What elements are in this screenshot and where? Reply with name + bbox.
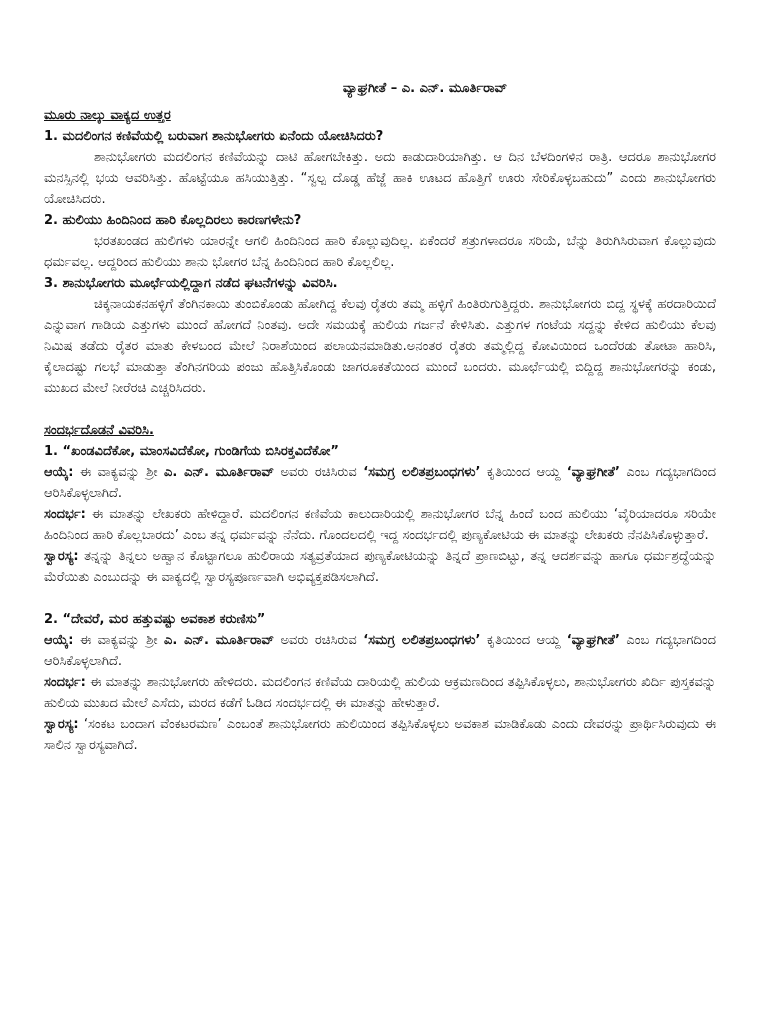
context-section-heading: ಸಂದರ್ಭದೊಡನೆ ವಿವರಿಸಿ. — [44, 423, 154, 438]
swarasya-label: ಸ್ವಾರಸ್ಯ: — [44, 549, 79, 564]
ayke-author: ಎ. ಎನ್. ಮೂರ್ತಿರಾವ್ — [164, 465, 275, 480]
answer-2: ಭರತಖಂಡದ ಹುಲಿಗಳು ಯಾರನ್ನೇ ಆಗಲಿ ಹಿಂದಿನಿಂದ ಹಾರಿ ಕೊಲ್ಲುವುದಿಲ್ಲ. ಏಕೆಂದರೆ ಶತ್ರುಗಳಾದರೂ ಸರಿಯೆ, ಬೆನ್ನು ತಿರುಗಿಸಿರುವಾಗ ಕೊಲ್ಲುವುದು ಧರ್ಮವಲ್ಲ. ಆದ್ದರಿಂದ ಹುಲಿಯು ಶಾನು ಭೋಗರ ಬೆನ್ನ ಹಿಂದಿನಿಂದ ಹಾರಿ ಕೊಲ್ಲಲಿಲ್ಲ. — [44, 234, 716, 270]
context-quote-2: 2. “ದೇವರೆ, ಮರ ಹತ್ತುವಷ್ಟು ಅವಕಾಶ ಕರುಣಿಸು” — [44, 612, 266, 627]
question-1: 1. ಮದಲಿಂಗನ ಕಣಿವೆಯಲ್ಲಿ ಬರುವಾಗ ಶಾನುಭೋಗರು ಏನೆಂದು ಯೋಚಿಸಿದರು? — [44, 129, 384, 144]
swarasya-label: ಸ್ವಾರಸ್ಯ: — [44, 717, 79, 732]
question-3: 3. ಶಾನುಭೋಗರು ಮೂರ್ಛೆಯಲ್ಲಿದ್ದಾಗ ನಡೆದ ಘಟನೆಗಳನ್ನು ವಿವರಿಸಿ. — [44, 276, 338, 291]
short-answer-heading: ಮೂರು ನಾಲ್ಕು ವಾಕ್ಯದ ಉತ್ತರ — [44, 108, 171, 123]
ayke-post: ಎಂಬ ಗದ್ಯಭಾಗದಿಂದ ಆರಿಸಿಕೊಳ್ಳಲಾಗಿದೆ. — [44, 633, 716, 669]
document-content — [44, 78, 716, 756]
answer-3: ಚಿಕ್ಕನಾಯಕನಹಳ್ಳಿಗೆ ತೆಂಗಿನಕಾಯಿ ತುಂಬಿಕೊಂಡು ಹೋಗಿದ್ದ ಕೆಲವು ರೈತರು ತಮ್ಮ ಹಳ್ಳಿಗೆ ಹಿಂತಿರುಗುತ್ತಿದ್ದರು. ಶಾನುಭೋಗರು ಬಿದ್ದ ಸ್ಥಳಕ್ಕೆ ಹರದಾರಿಯಿದೆ ಎನ್ನುವಾಗ ಗಾಡಿಯ ಎತ್ತುಗಳು ಮುಂದೆ ಹೋಗದೆ ನಿಂತವು. ಅದೇ ಸಮಯಕ್ಕೆ ಹುಲಿಯ ಗರ್ಜನೆ ಕೇಳಿಸಿತು. ಎತ್ತುಗಳ ಗಂಟೆಯ ಸದ್ದನ್ನು ಕೇಳಿದ ಹುಲಿಯು ಕೆಲವು ನಿಮಿಷ ತಡೆದು ರೈತರ ಮಾತು ಕೇಳಬಂದ ಮೇಲೆ ನಿರಾಶೆಯಿಂದ ಪಲಾಯನಮಾಡಿತು.ಅನಂತರ ರೈತರು ತಮ್ಮಲ್ಲಿದ್ದ ಕೋವಿಯಿಂದ ಒಂದೆರಡು ತೋಟಾ ಹಾರಿಸಿ, ಕೈಲಾದಷ್ಟು ಗಲಭೆ ಮಾಡುತ್ತಾ ತೆಂಗಿನಗರಿಯ ಪಂಜು ಹೊತ್ತಿಸಿಕೊಂಡು ಜಾಗರೂಕತೆಯಿಂದ ಮುಂದೆ ಬಂದರು. ಮೂರ್ಛೆಯಲ್ಲಿ ಬಿದ್ದಿದ್ದ ಶಾನುಭೋಗರನ್ನು ಕಂಡು, ಮುಖದ ಮೇಲೆ ನೀರೆರಚಿ ಎಚ್ಚರಿಸಿದರು. — [44, 297, 716, 396]
page-title: ವ್ಯಾಘ್ರಗೀತೆ – ಎ. ಎನ್. ಮೂರ್ತಿರಾವ್ — [342, 81, 508, 96]
ayke-author: ಎ. ಎನ್. ಮೂರ್ತಿರಾವ್ — [164, 633, 275, 648]
ayke-label: ಆಯ್ಕೆ: — [44, 465, 74, 480]
ayke-mid2: ಕೃತಿಯಿಂದ ಆಯ್ದ — [480, 465, 567, 480]
sandarbha-text: ಈ ಮಾತನ್ನು ಲೇಖಕರು ಹೇಳಿದ್ದಾರೆ. ಮದಲಿಂಗನ ಕಣಿವೆಯ ಕಾಲುದಾರಿಯಲ್ಲಿ ಶಾನುಭೋಗರ ಬೆನ್ನ ಹಿಂದೆ ಬಂದ ಹುಲಿಯು ‘ವೈರಿಯಾದರೂ ಸರಿಯೇ ಹಿಂದಿನಿಂದ ಹಾರಿ ಕೊಲ್ಲಬಾರದು’ ಎಂಬ ತನ್ನ ಧರ್ಮವನ್ನು ನೆನೆದು. ಗೊಂದಲದಲ್ಲಿ ಇದ್ದ ಸಂದರ್ಭದಲ್ಲಿ ಪುಣ್ಯಕೋಟಿಯ ಈ ಮಾತನ್ನು ಲೇಖಕರು ನೆನಪಿಸಿಕೊಳ್ಳುತ್ತಾರೆ. — [44, 507, 716, 543]
context-1-swarasya — [44, 546, 716, 588]
context-1-ayke — [44, 462, 716, 504]
ayke-mid2: ಕೃತಿಯಿಂದ ಆಯ್ದ — [480, 633, 567, 648]
ayke-mid: ಅವರು ರಚಿಸಿರುವ — [274, 633, 364, 648]
swarasya-text: ‘ಸಂಕಟ ಬಂದಾಗ ವೆಂಕಟರಮಣ’ ಎಂಬಂತೆ ಶಾನುಭೋಗರು ಹುಲಿಯಿಂದ ತಪ್ಪಿಸಿಕೊಳ್ಳಲು ಅವಕಾಶ ಮಾಡಿಕೊಡು ಎಂದು ದೇವರನ್ನು ಪ್ರಾರ್ಥಿಸಿರುವುದು ಈ ಸಾಲಿನ ಸ್ವಾರಸ್ಯವಾಗಿದೆ. — [44, 717, 716, 753]
sandarbha-text: ಈ ಮಾತನ್ನು ಶಾನುಭೋಗರು ಹೇಳಿದರು. ಮದಲಿಂಗನ ಕಣಿವೆಯ ದಾರಿಯಲ್ಲಿ ಹುಲಿಯ ಆಕ್ರಮಣದಿಂದ ತಪ್ಪಿಸಿಕೊಳ್ಳಲು, ಶಾನುಭೋಗರು ಖಿರ್ದಿ ಪುಸ್ತಕವನ್ನು ಹುಲಿಯ ಮುಖದ ಮೇಲೆ ಎಸೆದು, ಮರದ ಕಡೆಗೆ ಓಡಿದ ಸಂದರ್ಭದಲ್ಲಿ ಈ ಮಾತನ್ನು ಹೇಳುತ್ತಾರೆ. — [44, 675, 716, 711]
answer-1: ಶಾನುಭೋಗರು ಮದಲಿಂಗನ ಕಣಿವೆಯನ್ನು ದಾಟಿ ಹೋಗಬೇಕಿತ್ತು. ಅದು ಕಾಡುದಾರಿಯಾಗಿತ್ತು. ಆ ದಿನ ಬೆಳದಿಂಗಳಿನ ರಾತ್ರಿ. ಆದರೂ ಶಾನುಭೋಗರ ಮನಸ್ಸಿನಲ್ಲಿ ಭಯ ಆವರಿಸಿತ್ತು. ಹೊಟ್ಟೆಯೂ ಹಸಿಯುತ್ತಿತ್ತು. “ಸ್ವಲ್ಪ ದೊಡ್ಡ ಹೆಜ್ಜೆ ಹಾಕಿ ಊಟದ ಹೊತ್ತಿಗೆ ಊರು ಸೇರಿಕೊಳ್ಳಬಹುದು” ಎಂದು ಶಾನುಭೋಗರು ಯೋಚಿಸಿದರು. — [44, 150, 716, 207]
swarasya-text: ತನ್ನನ್ನು ತಿನ್ನಲು ಅಹ್ವಾನ ಕೊಟ್ಟಾಗಲೂ ಹುಲಿರಾಯ ಸತ್ಯವ್ರತೆಯಾದ ಪುಣ್ಯಕೋಟಿಯನ್ನು ತಿನ್ನದೆ ಪ್ರಾಣಬಿಟ್ಟು, ತನ್ನ ಆದರ್ಶವನ್ನು ಹಾಗೂ ಧರ್ಮಶ್ರದ್ಧೆಯನ್ನು ಮೆರೆಯಿತು ಎಂಬುದನ್ನು ಈ ವಾಕ್ಯದಲ್ಲಿ ಸ್ವಾರಸ್ಯಪೂರ್ಣವಾಗಿ ಅಭಿವ್ಯಕ್ತಪಡಿಸಲಾಗಿದೆ. — [44, 549, 716, 585]
ayke-pre: ಈ ವಾಕ್ಯವನ್ನು ಶ್ರೀ — [73, 465, 165, 480]
section-gap — [44, 399, 716, 420]
context-2-swarasya — [44, 714, 716, 756]
ayke-pre: ಈ ವಾಕ್ಯವನ್ನು ಶ್ರೀ — [73, 633, 165, 648]
sandarbha-label: ಸಂದರ್ಭ: — [44, 675, 86, 690]
ayke-book: ‘ಸಮಗ್ರ ಲಲಿತಪ್ರಬಂಧಗಳು’ — [363, 465, 481, 480]
ayke-lesson: ‘ವ್ಯಾಘ್ರಗೀತೆ’ — [566, 465, 620, 480]
ayke-post: ಎಂಬ ಗದ್ಯಭಾಗದಿಂದ ಆರಿಸಿಕೊಳ್ಳಲಾಗಿದೆ. — [44, 465, 716, 501]
item-gap — [44, 588, 716, 609]
context-2-sandarbha — [44, 672, 716, 714]
ayke-lesson: ‘ವ್ಯಾಘ್ರಗೀತೆ’ — [566, 633, 620, 648]
ayke-label: ಆಯ್ಕೆ: — [44, 633, 74, 648]
sandarbha-label: ಸಂದರ್ಭ: — [44, 507, 86, 522]
context-quote-1: 1. “ಖಂಡವಿದೆಕೋ, ಮಾಂಸವಿದೆಕೋ, ಗುಂಡಿಗೆಯ ಬಿಸಿರಕ್ತವಿದೆಕೋ” — [44, 444, 339, 459]
ayke-mid: ಅವರು ರಚಿಸಿರುವ — [274, 465, 364, 480]
context-2-ayke — [44, 630, 716, 672]
context-1-sandarbha — [44, 504, 716, 546]
ayke-book: ‘ಸಮಗ್ರ ಲಲಿತಪ್ರಬಂಧಗಳು’ — [363, 633, 481, 648]
question-2: 2. ಹುಲಿಯು ಹಿಂದಿನಿಂದ ಹಾರಿ ಕೊಲ್ಲದಿರಲು ಕಾರಣಗಳೇನು? — [44, 213, 302, 228]
